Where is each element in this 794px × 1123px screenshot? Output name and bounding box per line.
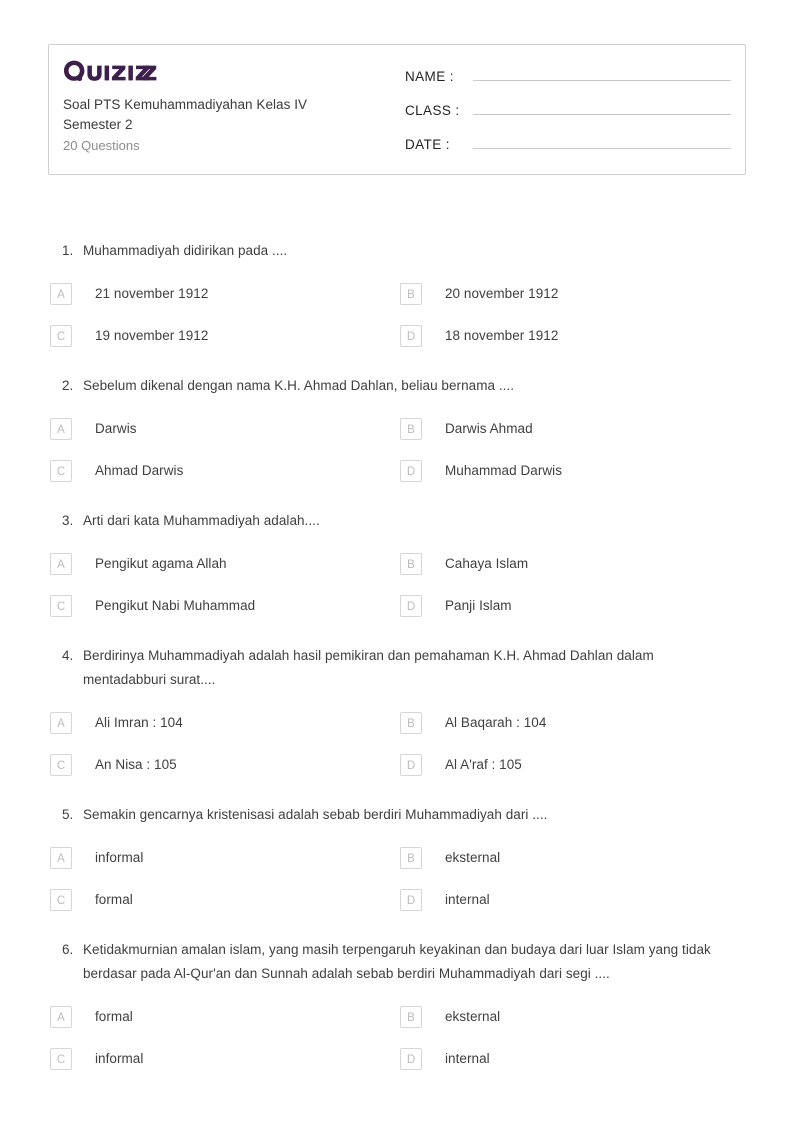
answer-options: [48, 702, 748, 786]
option-label: Ali Imran : 104: [95, 715, 183, 730]
question-header: [48, 228, 748, 273]
quizizz-logo: [63, 59, 405, 83]
option-letter-badge: C: [50, 460, 72, 482]
answer-option[interactable]: [398, 1038, 748, 1080]
option-label: formal: [95, 1009, 133, 1024]
option-letter-badge: A: [50, 283, 72, 305]
question-number: 6.: [62, 942, 74, 957]
option-letter-badge: A: [50, 847, 72, 869]
option-letter-badge: A: [50, 553, 72, 575]
question-header: [48, 363, 748, 408]
header-left-section: [49, 45, 405, 174]
answer-option[interactable]: [48, 837, 398, 879]
date-field-row: [405, 131, 731, 165]
option-letter-badge: A: [50, 418, 72, 440]
option-label: 20 november 1912: [445, 286, 559, 301]
option-letter-badge: C: [50, 595, 72, 617]
answer-option[interactable]: [398, 702, 748, 744]
answer-options: [48, 408, 748, 492]
answer-option[interactable]: [398, 879, 748, 921]
option-label: Al A'raf : 105: [445, 757, 522, 772]
option-label: 19 november 1912: [95, 328, 209, 343]
answer-options: [48, 543, 748, 627]
option-label: formal: [95, 892, 133, 907]
option-letter-badge: B: [400, 847, 422, 869]
option-letter-badge: B: [400, 283, 422, 305]
option-letter-badge: C: [50, 325, 72, 347]
option-letter-badge: A: [50, 1006, 72, 1028]
option-label: informal: [95, 1051, 144, 1066]
question-text: Arti dari kata Muhammadiyah adalah....: [83, 513, 320, 528]
question-header: [48, 927, 748, 996]
date-field-label: DATE :: [405, 137, 450, 152]
option-letter-badge: D: [400, 754, 422, 776]
question-number: 2.: [62, 378, 74, 393]
option-label: Ahmad Darwis: [95, 463, 184, 478]
answer-option[interactable]: [48, 408, 398, 450]
option-label: 18 november 1912: [445, 328, 559, 343]
quizizz-logo-icon: [63, 60, 157, 82]
question-text: Sebelum dikenal dengan nama K.H. Ahmad Dahlan, beliau bernama ....: [83, 378, 515, 393]
option-label: Panji Islam: [445, 598, 512, 613]
option-label: Pengikut Nabi Muhammad: [95, 598, 256, 613]
answer-option[interactable]: [398, 450, 748, 492]
option-label: An Nisa : 105: [95, 757, 177, 772]
class-field-input[interactable]: [473, 97, 731, 115]
answer-option[interactable]: [398, 744, 748, 786]
answer-options: [48, 273, 748, 357]
question-block: [48, 927, 748, 1080]
answer-option[interactable]: [48, 585, 398, 627]
option-label: Pengikut agama Allah: [95, 556, 227, 571]
student-info-fields: [405, 45, 745, 174]
option-label: informal: [95, 850, 144, 865]
option-letter-badge: C: [50, 754, 72, 776]
answer-option[interactable]: [398, 543, 748, 585]
option-letter-badge: B: [400, 1006, 422, 1028]
answer-option[interactable]: [398, 408, 748, 450]
question-text: Semakin gencarnya kristenisasi adalah sebab berdiri Muhammadiyah dari ....: [83, 807, 548, 822]
option-label: Darwis: [95, 421, 137, 436]
option-label: Cahaya Islam: [445, 556, 529, 571]
question-block: [48, 792, 748, 921]
question-number: 3.: [62, 513, 74, 528]
quiz-title: Soal PTS Kemuhammadiyahan Kelas IV Semester 2: [63, 97, 308, 132]
option-letter-badge: C: [50, 889, 72, 911]
answer-option[interactable]: [48, 315, 398, 357]
name-field-input[interactable]: [473, 63, 731, 81]
answer-option[interactable]: [48, 1038, 398, 1080]
option-letter-badge: A: [50, 712, 72, 734]
answer-option[interactable]: [48, 744, 398, 786]
option-label: Muhammad Darwis: [445, 463, 563, 478]
question-count-label: 20 Questions: [63, 138, 140, 153]
option-label: 21 november 1912: [95, 286, 209, 301]
name-field-label: NAME :: [405, 69, 454, 84]
option-label: eksternal: [445, 850, 501, 865]
option-label: eksternal: [445, 1009, 501, 1024]
option-letter-badge: D: [400, 325, 422, 347]
option-label: internal: [445, 1051, 490, 1066]
answer-option[interactable]: [48, 702, 398, 744]
question-header: [48, 633, 748, 702]
question-header: [48, 792, 748, 837]
answer-option[interactable]: [48, 273, 398, 315]
name-field-row: [405, 63, 731, 97]
answer-option[interactable]: [48, 879, 398, 921]
class-field-label: CLASS :: [405, 103, 460, 118]
questions-list: [48, 228, 748, 1086]
question-text: Muhammadiyah didirikan pada ....: [83, 243, 288, 258]
answer-option[interactable]: [48, 996, 398, 1038]
answer-option[interactable]: [398, 585, 748, 627]
option-label: Darwis Ahmad: [445, 421, 533, 436]
class-field-row: [405, 97, 731, 131]
question-block: [48, 633, 748, 786]
option-letter-badge: C: [50, 1048, 72, 1070]
question-block: [48, 498, 748, 627]
question-block: [48, 228, 748, 357]
option-letter-badge: B: [400, 553, 422, 575]
answer-options: [48, 996, 748, 1080]
option-letter-badge: D: [400, 889, 422, 911]
date-field-input[interactable]: [473, 131, 731, 149]
answer-option[interactable]: [48, 450, 398, 492]
question-text: Ketidakmurnian amalan islam, yang masih terpengaruh keyakinan dan budaya dari luar Islam yang tidak berdasar pada Al-Qur'an dan Sunnah adalah sebab berdiri Muhammadiyah dari segi ....: [83, 942, 711, 981]
option-letter-badge: D: [400, 1048, 422, 1070]
option-label: Al Baqarah : 104: [445, 715, 547, 730]
answer-option[interactable]: [48, 543, 398, 585]
question-number: 5.: [62, 807, 74, 822]
option-letter-badge: D: [400, 595, 422, 617]
answer-option[interactable]: [398, 996, 748, 1038]
question-text: Berdirinya Muhammadiyah adalah hasil pemikiran dan pemahaman K.H. Ahmad Dahlan dalam mentadabburi surat....: [83, 648, 654, 687]
answer-option[interactable]: [398, 273, 748, 315]
answer-option[interactable]: [398, 837, 748, 879]
answer-option[interactable]: [398, 315, 748, 357]
question-header: [48, 498, 748, 543]
answer-options: [48, 837, 748, 921]
option-letter-badge: B: [400, 418, 422, 440]
question-number: 4.: [62, 648, 74, 663]
question-number: 1.: [62, 243, 74, 258]
question-block: [48, 363, 748, 492]
option-letter-badge: B: [400, 712, 422, 734]
worksheet-header-card: [48, 44, 746, 175]
option-letter-badge: D: [400, 460, 422, 482]
option-label: internal: [445, 892, 490, 907]
